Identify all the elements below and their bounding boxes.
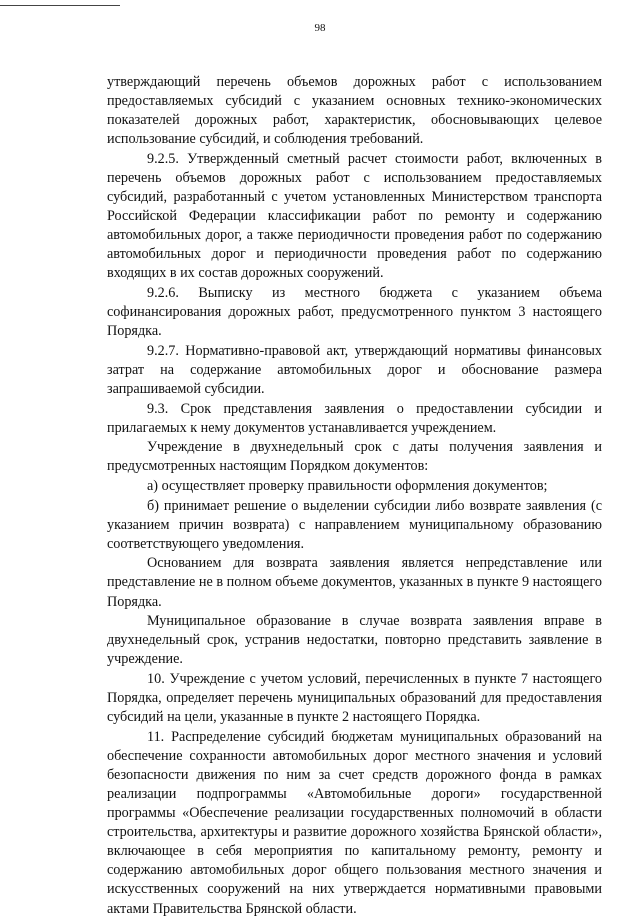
top-rule (0, 5, 120, 6)
paragraph-item-a: а) осуществляет проверку правильности оформления документов; (147, 477, 548, 494)
page-number: 98 (314, 22, 326, 34)
paragraph-10: 10. Учреждение с учетом условий, перечисленных в пункте 7 настоящего Порядка, определяет перечень муниципальных образований для предоставления субсидий на цели, указанные в пункте 2 настоящего Порядка. (107, 670, 602, 726)
paragraph-9-2-5: 9.2.5. Утвержденный сметный расчет стоимости работ, включенных в перечень объемов дорожных работ с использованием предоставляемых субсидий, разработанный с учетом установленных Министерством транспорта Российской Федерации классификации работ по ремонту и содержанию автомобильных дорог, а также периодичности проведения работ по содержанию автомобильных дорог и периодичности проведения работ по содержанию входящих в их состав дорожных сооружений. (107, 150, 602, 282)
paragraph-9-2-7: 9.2.7. Нормативно-правовой акт, утверждающий нормативы финансовых затрат на содержание автомобильных дорог и обоснование размера запрашиваемой субсидии. (107, 342, 602, 397)
document-body (107, 73, 602, 919)
paragraph-resubmission: Муниципальное образование в случае возврата заявления вправе в двухнедельный срок, устранив недостатки, повторно представить заявление в учреждение. (107, 613, 602, 668)
paragraph-continuation: утверждающий перечень объемов дорожных работ с использованием предоставляемых субсидий с указанием основных технико-экономических показателей дорожных работ, характеристик, обосновывающих целевое использование субсидий, и соблюдения требований. (107, 74, 602, 148)
paragraph-9-3: 9.3. Срок представления заявления о предоставлении субсидии и прилагаемых к нему документов устанавливается учреждением. (107, 400, 602, 436)
paragraph-institution-review: Учреждение в двухнедельный срок с даты получения заявления и предусмотренных настоящим Порядком документов: (107, 439, 602, 475)
paragraph-9-2-6: 9.2.6. Выписку из местного бюджета с указанием объема софинансирования дорожных работ, предусмотренного пунктом 3 настоящего Порядка. (107, 285, 602, 340)
paragraph-11: 11. Распределение субсидий бюджетам муниципальных образований на обеспечение сохранности автомобильных дорог местного значения и условий безопасности движения по ним за счет средств дорожного фонда в рамках реализации подпрограммы «Автомобильные дороги» государственной программы «Обеспечение реализации государственных полномочий в области строительства, архитектуры и развитие дорожного хозяйства Брянской области», включающее в себя мероприятия по капитальному ремонту, ремонту и содержанию автомобильных дорог общего пользования местного значения и искусственных сооружений на них утверждается нормативными правовыми актами Правительства Брянской области. (107, 728, 602, 917)
paragraph-item-b: б) принимает решение о выделении субсидии либо возврате заявления (с указанием причин возврата) с направлением муниципальному образованию соответствующего уведомления. (107, 497, 602, 552)
paragraph-return-grounds: Основанием для возврата заявления является непредставление или представление не в полном объеме документов, указанных в пункте 9 настоящего Порядка. (107, 555, 602, 610)
